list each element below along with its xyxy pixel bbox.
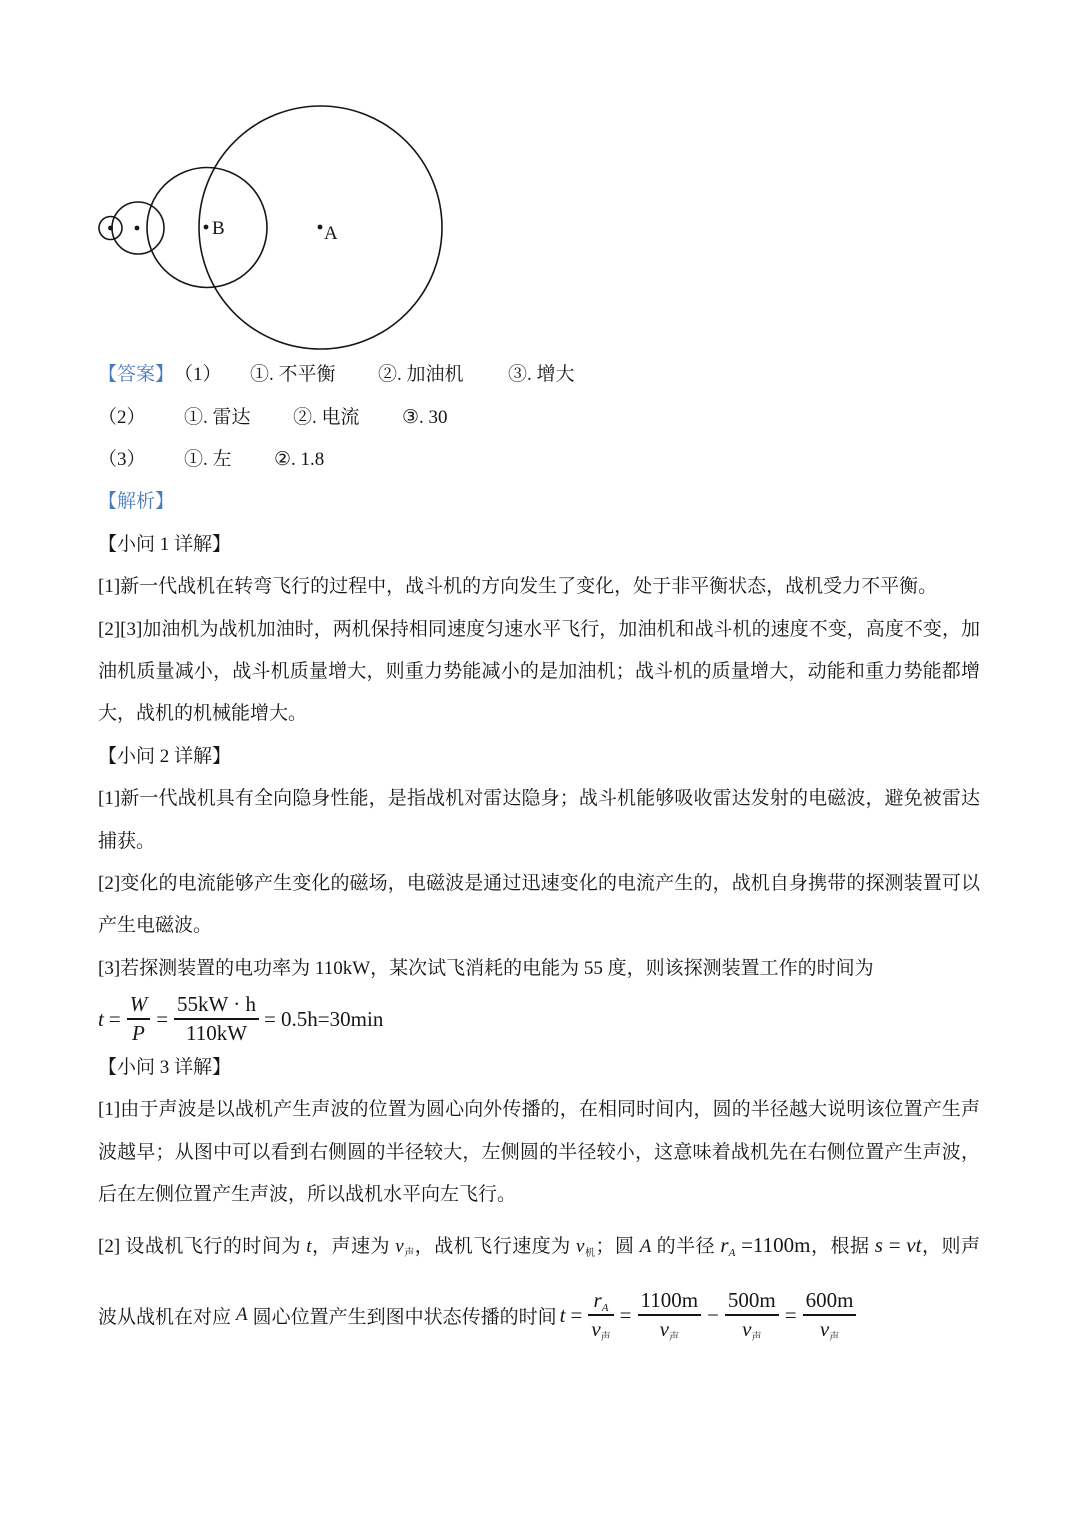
propagation-time-formula bbox=[98, 1285, 857, 1345]
answer-heading: 【答案】 bbox=[98, 364, 175, 385]
subscript: 机 bbox=[584, 1248, 596, 1259]
numerator bbox=[591, 1288, 612, 1313]
subscript-variable: A bbox=[728, 1247, 736, 1259]
math-variable: A bbox=[236, 1304, 248, 1325]
answer-part-number: （1） bbox=[174, 364, 222, 385]
center-dot-b bbox=[204, 225, 209, 230]
label-b: B bbox=[212, 218, 225, 239]
minus-sign: − bbox=[707, 1302, 719, 1327]
subscript-variable: A bbox=[601, 1302, 609, 1315]
answer-line-1 bbox=[98, 354, 980, 396]
math-variable: v bbox=[819, 1316, 830, 1341]
answer-part-number: （3） bbox=[98, 449, 146, 470]
equals-sign: = bbox=[570, 1302, 583, 1327]
text-segment: ，声速为 bbox=[311, 1236, 396, 1257]
sound-wave-diagram bbox=[0, 0, 460, 360]
center-dot-a bbox=[318, 225, 323, 230]
paragraph-line: [2]变化的电流能够产生变化的磁场，电磁波是通过迅速变化的电流产生的，战机自身携带的探测装置可以 bbox=[98, 873, 980, 894]
paragraph-line: 大，战机的机械能增大。 bbox=[98, 703, 308, 724]
denominator: P bbox=[132, 1020, 145, 1045]
text-segment: ；圆 bbox=[595, 1236, 640, 1257]
answer-item: ②. 电流 bbox=[293, 407, 360, 428]
answer-item: ①. 雷达 bbox=[184, 407, 251, 428]
answer-item: ①. 不平衡 bbox=[250, 364, 336, 385]
paragraph-line: 后在左侧位置产生声波，所以战机水平向左飞行。 bbox=[98, 1184, 517, 1205]
fraction-600m-over-speed bbox=[803, 1288, 857, 1341]
label-a: A bbox=[324, 223, 338, 244]
equals-sign: = bbox=[619, 1302, 632, 1327]
equals-sign: = bbox=[882, 1233, 907, 1257]
text-segment: ，根据 bbox=[810, 1236, 875, 1257]
math-variable: s bbox=[874, 1233, 883, 1257]
numerator: 55kW · h bbox=[177, 992, 256, 1017]
denominator: 110kW bbox=[185, 1020, 248, 1045]
subscript: 声 bbox=[668, 1331, 679, 1343]
text-segment: 波从战机在对应 bbox=[98, 1306, 232, 1328]
answer-item: ③. 增大 bbox=[508, 364, 575, 385]
q2-title: 【小问 2 详解】 bbox=[98, 746, 232, 767]
paragraph-line: 波越早；从图中可以看到右侧圆的半径较大，左侧圆的半径较小，这意味着战机先在右侧位置产生声波， bbox=[98, 1142, 980, 1163]
fraction-bar bbox=[127, 1018, 151, 1019]
paragraph-line: 捕获。 bbox=[98, 831, 156, 852]
q3-title: 【小问 3 详解】 bbox=[98, 1057, 232, 1078]
math-variable: v bbox=[659, 1316, 669, 1341]
math-variable: t bbox=[306, 1236, 312, 1257]
fraction-radius-over-speed bbox=[588, 1288, 613, 1341]
answer-line-3 bbox=[98, 439, 980, 481]
fraction-w-over-p bbox=[127, 992, 151, 1045]
math-variable: A bbox=[639, 1236, 652, 1257]
text-segment: ，战机飞行速度为 bbox=[414, 1236, 577, 1257]
fraction-bar bbox=[725, 1314, 779, 1315]
numerator: 1100m bbox=[640, 1288, 699, 1313]
fraction-bar bbox=[803, 1314, 857, 1315]
denominator bbox=[817, 1317, 842, 1342]
work-time-formula bbox=[98, 990, 383, 1048]
math-variable: v bbox=[395, 1236, 404, 1257]
answer-line-2 bbox=[98, 397, 980, 439]
paragraph-line: [1]由于声波是以战机产生声波的位置为圆心向外传播的，在相同时间内，圆的半径越大说明该位置产生声 bbox=[98, 1099, 980, 1120]
paragraph-line-with-math bbox=[98, 1224, 980, 1266]
denominator bbox=[657, 1317, 682, 1342]
answer-part-number: （2） bbox=[98, 407, 146, 428]
denominator bbox=[739, 1317, 764, 1342]
math-variable: r bbox=[593, 1288, 602, 1313]
q1-title: 【小问 1 详解】 bbox=[98, 534, 232, 555]
math-variable: v bbox=[742, 1316, 752, 1341]
math-variable: t bbox=[559, 1302, 566, 1327]
equals-sign: = bbox=[784, 1302, 797, 1327]
text-segment: 圆心位置产生到图中状态传播的时间 bbox=[252, 1306, 557, 1328]
fraction-bar bbox=[638, 1314, 702, 1315]
paragraph-line: [3]若探测装置的电功率为 110kW，某次试飞消耗的电能为 55 度，则该探测装置工作的时间为 bbox=[98, 958, 874, 979]
center-dot-small bbox=[135, 226, 140, 231]
paragraph-line: [1]新一代战机在转弯飞行的过程中，战斗机的方向发生了变化，处于非平衡状态，战机受力不平衡。 bbox=[98, 576, 938, 597]
subscript: 声 bbox=[751, 1331, 762, 1343]
paragraph-line: 产生电磁波。 bbox=[98, 915, 213, 936]
fraction-1100m-over-speed bbox=[638, 1288, 702, 1341]
fraction-bar bbox=[588, 1314, 613, 1315]
math-variable: t bbox=[98, 1006, 104, 1031]
math-variable: v bbox=[576, 1236, 585, 1257]
math-variable: r bbox=[720, 1233, 729, 1257]
numerator: 500m bbox=[727, 1288, 776, 1313]
formula-result: = 0.5h=30min bbox=[263, 1006, 384, 1031]
answer-item: ②. 1.8 bbox=[274, 449, 325, 470]
text-segment: ，则声 bbox=[921, 1236, 980, 1257]
answer-item: ①. 左 bbox=[184, 449, 232, 470]
subscript bbox=[602, 1303, 609, 1314]
paragraph-line: [2][3]加油机为战机加油时，两机保持相同速度匀速水平飞行，加油机和战斗机的速度不变，高度不变，加 bbox=[98, 619, 980, 640]
numerator: 600m bbox=[805, 1288, 854, 1313]
paragraph-line: 油机质量减小，战斗机质量增大，则重力势能减小的是加油机；战斗机的质量增大，动能和重力势能都增 bbox=[98, 661, 980, 682]
radius-value: =1100m bbox=[735, 1233, 811, 1257]
equals-sign: = bbox=[108, 1006, 121, 1031]
center-dot-tiny bbox=[108, 226, 113, 231]
fraction-bar bbox=[174, 1018, 259, 1019]
analysis-heading: 【解析】 bbox=[98, 491, 175, 512]
answer-item: ②. 加油机 bbox=[378, 364, 464, 385]
denominator bbox=[588, 1317, 613, 1342]
math-variable: v bbox=[591, 1316, 601, 1341]
paragraph-line: [1]新一代战机具有全向隐身性能，是指战机对雷达隐身；战斗机能够吸收雷达发射的电磁波，避免被雷达 bbox=[98, 788, 980, 809]
text-segment: 的半径 bbox=[651, 1236, 721, 1257]
subscript: 声 bbox=[403, 1248, 415, 1259]
equals-sign: = bbox=[156, 1006, 169, 1031]
text-segment: [2] 设战机飞行的时间为 bbox=[98, 1236, 307, 1257]
fraction-energy-over-power bbox=[174, 992, 259, 1045]
numerator: W bbox=[129, 992, 148, 1017]
subscript: 声 bbox=[829, 1331, 840, 1343]
subscript: 声 bbox=[600, 1331, 611, 1343]
fraction-500m-over-speed bbox=[725, 1288, 779, 1341]
answer-item: ③. 30 bbox=[402, 407, 448, 428]
math-variable: vt bbox=[906, 1233, 922, 1257]
